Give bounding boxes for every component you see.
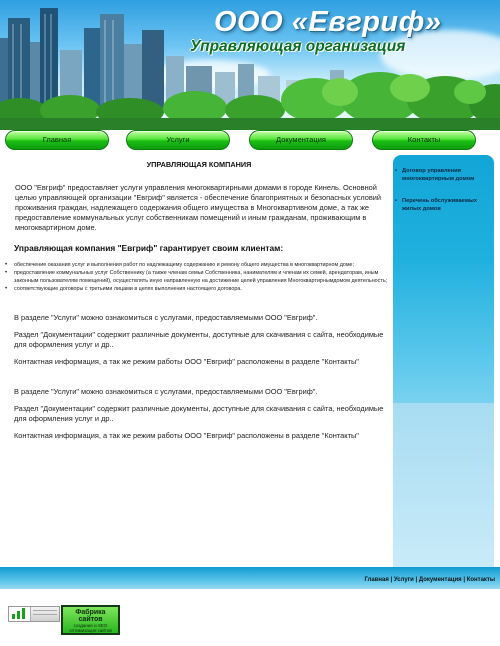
footer-link-home[interactable]: Главная [364,577,389,583]
footer-link-contacts[interactable]: Контакты [466,577,495,583]
main-navigation [0,130,500,150]
nav-item-home[interactable]: Главная [5,130,109,150]
visit-counter-badge[interactable] [8,606,60,622]
site-title: ООО «Евгриф» [214,6,442,38]
info-block-2 [10,387,388,441]
sidebar-lower-panel [393,403,494,567]
badge-subtitle: создание и SEO [73,623,108,628]
sidebar [393,155,494,567]
main-content [10,158,388,448]
site-subtitle: Управляющая организация [190,38,406,55]
services-info: В разделе "Услуги" можно ознакомиться с услугами, предоставляемыми ООО "Евгриф". [14,313,318,322]
guarantee-heading: Управляющая компания "Евгриф" гарантирует своим клиентам: [14,243,284,253]
contacts-info: Контактная информация, а так же режим работы ООО "Евгриф" расположены в разделе "Контакты" [14,431,359,440]
nav-item-services[interactable]: Услуги [126,130,230,150]
list-item: • соответствующие договоры с третьими лицами в целях выполнения настоящего договора. [10,285,388,293]
guarantee-list [10,261,388,293]
badge-subtitle: оптимизация сайтов [69,628,112,633]
list-item: • предоставление коммунальных услуг Собственнику (а также членам семьи Собственника, нанимателям и членам их семей, арендаторам, иным законным пользователям помещений), осуществлять иную направленную на достижение целей управления Многоквартирнымдомом деятельность; [10,269,388,285]
documentation-info: Раздел "Документации" содержит различные документы, доступные для скачивания с сайта, необходимые для оформления услуг и др.. [14,404,384,423]
sidebar-item-houses-list[interactable]: • Перечень обслуживаемых жилых домов [393,197,494,213]
header-banner [0,0,500,130]
footer-links [364,577,495,583]
footer-link-services[interactable]: Услуги [393,577,414,583]
footer-separator: | [413,577,419,583]
counter-values [31,607,59,621]
counter-chart-icon [9,607,31,621]
sidebar-item-management-contract[interactable]: • Договор управления многоквартирным домом [393,167,494,183]
list-item: • обеспечение оказания услуг и выполнения работ по надлежащему содержанию и ремону общего имущества в многоквартирном доме; [10,261,388,269]
intro-paragraph: ООО "Евгриф" предоставляет услуги управления многоквартирными домами в городе Кинель. Основной целью управляющей организации "Евгриф" является - обеспечение благоприятных и безопасных условий проживания граждан, надлежащего содержания общего имущества в Многоквартивном доме, а так же предоставление коммунальных услуг собственникам помещений и иным гражданам, проживающим в многоквартирном доме. [15,183,382,232]
documentation-info: Раздел "Документации" содержит различные документы, доступные для скачивания с сайта, необходимые для оформления услуг и др.. [14,330,384,349]
contacts-info: Контактная информация, а так же режим работы ООО "Евгриф" расположены в разделе "Контакты" [14,357,359,366]
sidebar-menu [393,167,494,227]
page-heading: УПРАВЛЯЮЩАЯ КОМПАНИЯ [146,160,252,169]
footer-separator: | [388,577,394,583]
info-block-1 [10,313,388,367]
footer-separator: | [461,577,467,583]
nav-item-contacts[interactable]: Контакты [372,130,476,150]
footer-link-documentation[interactable]: Документация [418,577,462,583]
services-info: В разделе "Услуги" можно ознакомиться с услугами, предоставляемыми ООО "Евгриф". [14,387,318,396]
site-factory-badge[interactable] [61,605,120,635]
nav-item-documentation[interactable]: Документация [249,130,353,150]
badge-title: Фабрика сайтов [75,609,106,623]
